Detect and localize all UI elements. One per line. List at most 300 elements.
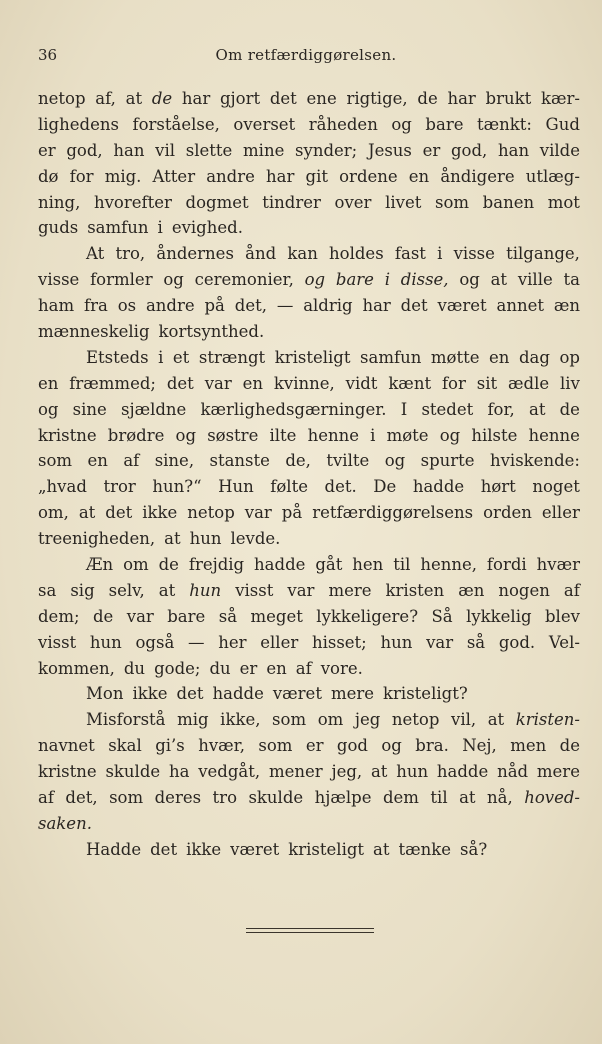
word: mener (268, 762, 323, 782)
word: var (204, 373, 232, 393)
text-line (38, 345, 580, 371)
word: af (123, 451, 140, 471)
word: hadde (436, 762, 489, 782)
word: Etsteds (86, 347, 149, 367)
emphasized-word: og (304, 270, 326, 290)
word: visse (453, 244, 495, 264)
emphasized-word: hoved- (524, 788, 580, 808)
word: også (135, 632, 175, 652)
word: slette (185, 140, 233, 160)
word: henne, (420, 555, 477, 575)
word: sa (38, 580, 57, 600)
word: for (441, 373, 466, 393)
word: hun (189, 529, 222, 549)
word: banen (482, 192, 535, 212)
word: brukt (485, 89, 532, 108)
word: dem; (38, 606, 80, 626)
word: er (38, 140, 56, 160)
word: jeg (354, 710, 381, 730)
word: kortsynthed. (158, 322, 265, 342)
emphasized-word: bare (335, 270, 374, 290)
word: ceremonier, (194, 270, 294, 290)
word: bare (425, 114, 464, 134)
word: været (272, 684, 322, 704)
word: Æn (86, 555, 114, 575)
word: annet (496, 296, 544, 316)
word: møte (386, 425, 429, 445)
text-line (38, 215, 580, 241)
word: Atter (152, 166, 196, 186)
word: brødre (107, 425, 165, 445)
word: at (164, 529, 181, 549)
word: og (175, 425, 197, 445)
word: spurte (420, 451, 475, 471)
word: hisset; (311, 632, 367, 652)
word: de (559, 399, 580, 419)
word: ilte (269, 425, 297, 445)
text-line (38, 604, 580, 630)
word: det (269, 89, 297, 108)
word: livet (385, 192, 422, 212)
word: nå, (487, 788, 513, 808)
word: „hvad (38, 477, 87, 497)
word: hjælpe (314, 788, 372, 808)
word: I (400, 399, 408, 419)
word: skulde (105, 762, 161, 782)
word: frejdig (188, 555, 245, 575)
word: Hun (218, 477, 254, 497)
word: ning, (38, 192, 81, 212)
word: de (417, 89, 438, 108)
word: tindrer (262, 192, 321, 212)
word: mot (547, 192, 580, 212)
word: god, (450, 140, 488, 160)
word: her (218, 632, 247, 652)
word: og (459, 270, 480, 290)
word: treenigheden, (38, 529, 156, 549)
word: var (244, 503, 272, 523)
divider-rule (246, 928, 374, 929)
word: andre (145, 296, 195, 316)
text-line (38, 500, 580, 526)
word: dø (38, 166, 59, 186)
word: for (69, 166, 94, 186)
word: var (426, 632, 454, 652)
word: det (166, 373, 194, 393)
word: dem (382, 788, 419, 808)
text-line (38, 138, 580, 164)
word: ene (306, 89, 337, 108)
word: henne (307, 425, 359, 445)
text-line (38, 190, 580, 216)
word: til (393, 555, 411, 575)
word: deres (154, 788, 202, 808)
word: git (305, 166, 328, 186)
word: tro (212, 788, 237, 808)
word: hun (89, 632, 122, 652)
emphasized-word: saken. (38, 813, 92, 833)
word: holdes (329, 244, 384, 264)
emphasized-word: i (384, 270, 390, 290)
word: navnet (38, 736, 95, 756)
word: de, (285, 451, 311, 471)
word: gjort (219, 89, 261, 108)
word: god (336, 736, 368, 756)
word: orden (483, 503, 532, 523)
word: du (123, 658, 146, 678)
text-line (38, 707, 580, 733)
word: lykkelig (466, 606, 532, 626)
word: fast (394, 244, 426, 264)
word: at (158, 580, 176, 600)
word: var (287, 580, 315, 600)
word: om (317, 710, 344, 730)
word: fordi (486, 555, 527, 575)
word: har (362, 296, 391, 316)
word: ånd (245, 244, 277, 264)
word: noget (532, 477, 580, 497)
word: Så (431, 606, 453, 626)
word: søstre (207, 425, 259, 445)
word: Misforstå (86, 710, 166, 730)
emphasized-word: disse, (400, 270, 449, 290)
word: samfun (87, 218, 149, 238)
word: ordene (339, 166, 398, 186)
word: kærlighedsgærninger. (200, 399, 387, 419)
word: Gud (545, 114, 580, 134)
word: blev (544, 606, 580, 626)
word: nogen (498, 580, 550, 600)
word: kristeligt (288, 839, 365, 859)
word: stanste (209, 451, 270, 471)
word: — (276, 296, 294, 316)
word: kristne (38, 762, 97, 782)
word: kristen (385, 580, 445, 600)
word: overset (233, 114, 296, 134)
word: vedgåt, (198, 762, 261, 782)
word: god, (66, 140, 103, 160)
word: hun (396, 762, 429, 782)
word: formler (90, 270, 153, 290)
word: netop (187, 503, 235, 523)
word: hvær, (198, 736, 245, 756)
word: hadde (254, 555, 306, 575)
word: det (150, 839, 178, 859)
word: at (373, 839, 390, 859)
word: gode; (154, 658, 201, 678)
text-line (38, 785, 580, 811)
word: så (466, 632, 486, 652)
word: op (559, 347, 580, 367)
word: jeg, (331, 762, 363, 782)
word: og (384, 451, 406, 471)
word: evighed. (171, 218, 243, 238)
word: er (422, 140, 441, 160)
word: nåd (497, 762, 529, 782)
emphasized-word: de (151, 89, 173, 108)
word: ikke (142, 503, 178, 523)
word: skal (108, 736, 142, 756)
word: mænneskelig (38, 322, 150, 342)
divider-rule (246, 932, 374, 933)
word: stedet (421, 399, 474, 419)
word: og (439, 425, 461, 445)
word: henne (528, 425, 580, 445)
word: strængt (198, 347, 266, 367)
page-header (38, 46, 574, 70)
emphasized-word: hun (189, 580, 222, 600)
page-number: 36 (38, 46, 58, 64)
text-line (38, 112, 580, 138)
word: Mon (86, 684, 124, 704)
word: levde. (230, 529, 281, 549)
word: meget (250, 606, 303, 626)
word: Vel- (548, 632, 580, 652)
text-line (38, 526, 580, 552)
word: kristeligt (274, 347, 351, 367)
word: at (487, 710, 505, 730)
word: sine, (154, 451, 195, 471)
word: i (437, 244, 443, 264)
word: utlæg- (525, 166, 580, 186)
word: og (381, 736, 402, 756)
word: vilde (539, 140, 580, 160)
word: vil, (451, 710, 477, 730)
word: forståelse, (132, 114, 220, 134)
word: hadde (212, 684, 264, 704)
word: på (204, 296, 225, 316)
word: men (510, 736, 547, 756)
word: om, (38, 503, 69, 523)
word: møtte (430, 347, 480, 367)
word: at (78, 503, 96, 523)
word: gi’s (155, 736, 185, 756)
word: hun (380, 632, 413, 652)
text-line (38, 733, 580, 759)
word: det (400, 296, 428, 316)
word: og (163, 270, 184, 290)
word: er (305, 736, 324, 756)
text-line (38, 397, 580, 423)
word: skulde (248, 788, 304, 808)
word: på (281, 503, 303, 523)
word: sig (70, 580, 95, 600)
text-line (38, 759, 580, 785)
word: en (489, 347, 510, 367)
word: ædle (508, 373, 550, 393)
word: kan (287, 244, 318, 264)
word: det, (65, 788, 98, 808)
word: de (158, 555, 179, 575)
word: ikke, (220, 710, 261, 730)
word: — (188, 632, 205, 652)
emphasized-word: kristen- (515, 710, 580, 730)
word: han (497, 140, 530, 160)
word: og (391, 114, 412, 134)
section-divider (246, 928, 374, 936)
word: har (447, 89, 476, 108)
word: sit (476, 373, 498, 393)
text-line (38, 267, 580, 293)
word: at (459, 788, 476, 808)
word: andre (206, 166, 255, 186)
text-line (38, 319, 580, 345)
word: råheden (308, 114, 378, 134)
word: af (563, 580, 580, 600)
word: netop (38, 89, 86, 108)
word: af (38, 788, 54, 808)
word: så (218, 606, 238, 626)
word: hadde (412, 477, 465, 497)
text-line (38, 241, 580, 267)
word: det (105, 503, 133, 523)
word: og (38, 399, 59, 419)
word: været (437, 296, 487, 316)
word: som (434, 192, 470, 212)
word: som (258, 736, 293, 756)
word: kvinne, (273, 373, 335, 393)
word: til (430, 788, 448, 808)
word: hvær (536, 555, 580, 575)
word: Hadde (86, 839, 142, 859)
word: i (370, 425, 376, 445)
word: de (92, 606, 114, 626)
word: som (38, 451, 73, 471)
word: tror (103, 477, 136, 497)
word: du (209, 658, 231, 678)
word: rigtige, (346, 89, 408, 108)
word: fra (83, 296, 108, 316)
word: liv (560, 373, 580, 393)
word: han (113, 140, 145, 160)
word: at (490, 270, 508, 290)
word: at (528, 399, 546, 419)
word: kristne (38, 425, 97, 445)
word: åndigere (440, 166, 515, 186)
word: af (295, 658, 312, 678)
word: bra. (415, 736, 449, 756)
word: visst (38, 632, 77, 652)
text-line (38, 811, 580, 837)
word: kær- (541, 89, 580, 108)
word: Jesus (367, 140, 412, 160)
word: det. (324, 477, 357, 497)
word: kristeligt? (383, 684, 468, 704)
word: os (117, 296, 137, 316)
word: gåt (315, 555, 343, 575)
word: tænke (398, 839, 452, 859)
word: tro, (115, 244, 146, 264)
word: vidt (345, 373, 378, 393)
word: i (158, 347, 164, 367)
word: ha (168, 762, 190, 782)
word: over (334, 192, 372, 212)
word: i (157, 218, 163, 238)
word: vil (155, 140, 176, 160)
word: følte (270, 477, 308, 497)
word: mere (536, 762, 580, 782)
word: mere (328, 580, 372, 600)
text-line (38, 837, 580, 863)
word: visse (38, 270, 80, 290)
word: dag (518, 347, 550, 367)
word: ham (38, 296, 75, 316)
word: god. (498, 632, 536, 652)
word: At (86, 244, 105, 264)
word: lighedens (38, 114, 119, 134)
word: en (38, 373, 59, 393)
body-text (38, 86, 580, 863)
word: hilste (471, 425, 518, 445)
word: som (272, 710, 307, 730)
word: kænt (388, 373, 432, 393)
word: kommen, (38, 658, 115, 678)
word: så? (460, 839, 488, 859)
text-line (38, 681, 580, 707)
word: ikke (186, 839, 222, 859)
word: Nej, (462, 736, 497, 756)
text-line (38, 630, 580, 656)
word: lykkeligere? (316, 606, 419, 626)
word: åndernes (156, 244, 234, 264)
word: ta (563, 270, 580, 290)
word: for, (487, 399, 515, 419)
word: eller (541, 503, 580, 523)
text-line (38, 578, 580, 604)
text-line (38, 293, 580, 319)
word: ikke (132, 684, 168, 704)
word: et (172, 347, 190, 367)
word: var (126, 606, 154, 626)
word: fræmmed; (69, 373, 156, 393)
word: en (408, 166, 430, 186)
word: det (176, 684, 204, 704)
text-line (38, 86, 580, 112)
word: aldrig (303, 296, 353, 316)
word: retfærdiggørelsens (312, 503, 474, 523)
word: hun?“ (152, 477, 202, 497)
word: eller (260, 632, 299, 652)
text-line (38, 164, 580, 190)
word: hen (352, 555, 384, 575)
word: en (87, 451, 108, 471)
word: tænkt: (477, 114, 532, 134)
word: ville (517, 270, 553, 290)
word: de (559, 736, 580, 756)
word: De (373, 477, 397, 497)
word: mere (330, 684, 375, 704)
word: dogmet (185, 192, 249, 212)
word: samfun (360, 347, 422, 367)
word: sjældne (120, 399, 187, 419)
word: hørt (480, 477, 516, 497)
word: har (266, 166, 295, 186)
word: om (123, 555, 149, 575)
text-line (38, 656, 580, 682)
word: æn (553, 296, 580, 316)
word: mig (177, 710, 209, 730)
word: hviskende: (489, 451, 580, 471)
word: guds (38, 218, 79, 238)
text-line (38, 474, 580, 500)
text-line (38, 371, 580, 397)
word: at (370, 762, 388, 782)
word: at (125, 89, 143, 108)
word: mine (243, 140, 285, 160)
word: synder; (295, 140, 358, 160)
text-line (38, 552, 580, 578)
word: været (230, 839, 280, 859)
